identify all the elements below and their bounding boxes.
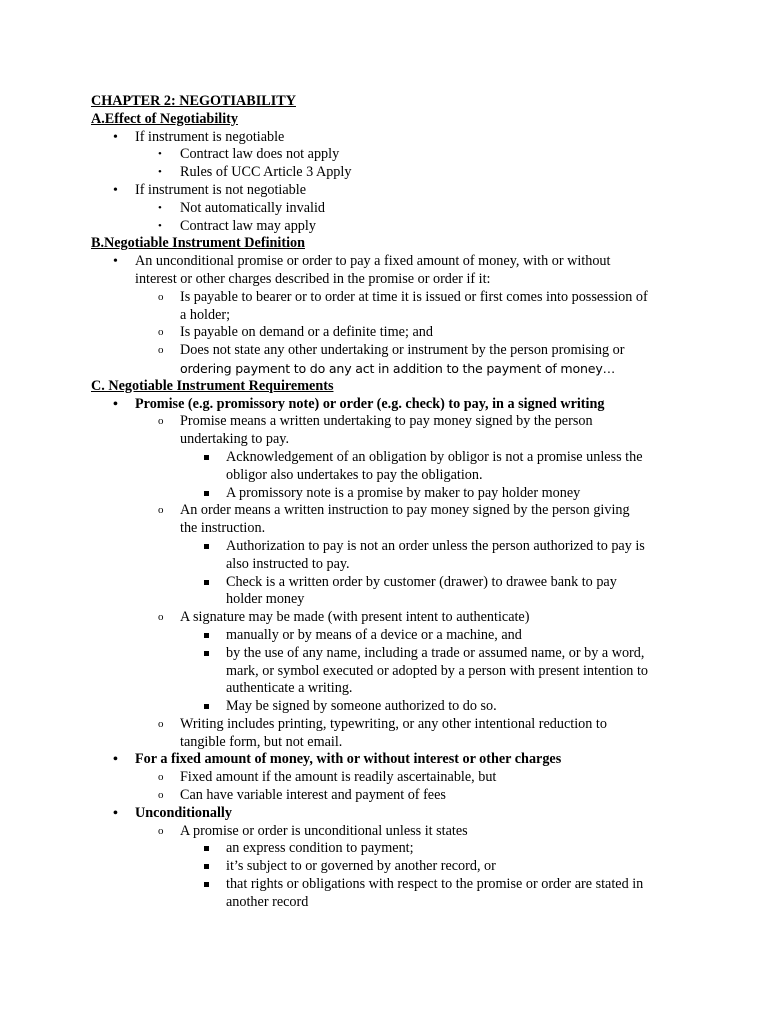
list-item: Authorization to pay is not an order unless the person authorized to pay is <box>91 538 691 556</box>
bullet-icon: • <box>158 201 162 214</box>
bullet-icon: • <box>158 219 162 232</box>
list-item: by the use of any name, including a trade or assumed name, or by a word, <box>91 645 691 663</box>
bullet-icon: • <box>113 752 118 768</box>
list-item-continuation: also instructed to pay. <box>226 555 350 572</box>
bullet-icon: • <box>158 148 162 161</box>
list-item: A promissory note is a promise by maker to pay holder money <box>91 485 691 503</box>
list-item-continuation: holder money <box>226 591 305 608</box>
list-item: o Promise means a written undertaking to pay money signed by the person <box>158 413 593 430</box>
bullet-icon: • <box>113 396 118 412</box>
square-bullet-icon <box>204 864 209 869</box>
list-item: o A promise or order is unconditional unless it states <box>158 822 468 839</box>
square-bullet-icon <box>204 633 209 638</box>
square-bullet-icon <box>204 580 209 585</box>
circle-bullet-icon: o <box>158 344 164 357</box>
list-item: Check is a written order by customer (drawer) to drawee bank to pay <box>91 574 691 592</box>
square-bullet-icon <box>204 544 209 549</box>
list-item: an express condition to payment; <box>91 840 691 858</box>
square-bullet-icon <box>204 846 209 851</box>
list-item: o Does not state any other undertaking or instrument by the person promising or <box>158 342 625 359</box>
list-item: Acknowledgement of an obligation by obligor is not a promise unless the <box>91 449 691 467</box>
list-item-continuation: undertaking to pay. <box>180 431 290 448</box>
bullet-icon: • <box>113 805 118 821</box>
list-item: • Contract law may apply <box>158 217 316 234</box>
list-item: manually or by means of a device or a machine, and <box>91 627 691 645</box>
chapter-title: CHAPTER 2: NEGOTIABILITY <box>91 93 296 109</box>
circle-bullet-icon: o <box>158 415 164 428</box>
bullet-icon: • <box>158 166 162 179</box>
circle-bullet-icon: o <box>158 290 164 303</box>
list-item: May be signed by someone authorized to do so. <box>91 698 691 716</box>
circle-bullet-icon: o <box>158 717 164 730</box>
list-item-continuation: mark, or symbol executed or adopted by a person with present intention to <box>226 662 648 679</box>
circle-bullet-icon: o <box>158 789 164 802</box>
list-item: o An order means a written instruction to pay money signed by the person giving <box>158 502 630 519</box>
list-item-continuation: another record <box>226 893 309 910</box>
square-bullet-icon <box>204 882 209 887</box>
square-bullet-icon <box>204 651 209 656</box>
list-item-continuation: a holder; <box>180 306 231 323</box>
list-item: o Fixed amount if the amount is readily ascertainable, but <box>158 769 497 786</box>
list-item: it’s subject to or governed by another record, or <box>91 858 691 876</box>
list-item: • Unconditionally <box>113 804 232 821</box>
list-item: • Rules of UCC Article 3 Apply <box>158 164 352 181</box>
list-item: • An unconditional promise or order to pay a fixed amount of money, with or without <box>113 253 611 270</box>
section-c-heading: C. Negotiable Instrument Requirements <box>91 377 334 394</box>
bullet-icon: • <box>113 254 118 270</box>
square-bullet-icon <box>204 704 209 709</box>
list-item-continuation: authenticate a writing. <box>226 680 353 697</box>
section-b-heading: B.Negotiable Instrument Definition <box>91 235 305 252</box>
list-item-continuation: obligor also undertakes to pay the obligation. <box>226 466 483 483</box>
circle-bullet-icon: o <box>158 824 164 837</box>
list-item: • Promise (e.g. promissory note) or order (e.g. check) to pay, in a signed writing <box>113 395 605 412</box>
circle-bullet-icon: o <box>158 326 164 339</box>
list-item: o A signature may be made (with present intent to authenticate) <box>158 609 530 626</box>
square-bullet-icon <box>204 455 209 460</box>
square-bullet-icon <box>204 491 209 496</box>
document-body <box>91 93 691 912</box>
list-item: o Can have variable interest and payment of fees <box>158 787 446 804</box>
circle-bullet-icon: o <box>158 771 164 784</box>
list-item: o Writing includes printing, typewriting, or any other intentional reduction to <box>158 715 607 732</box>
list-item: • If instrument is not negotiable <box>113 181 307 198</box>
list-item: o Is payable on demand or a definite time; and <box>158 324 433 341</box>
bullet-icon: • <box>113 182 118 198</box>
bullet-icon: • <box>113 129 118 145</box>
section-a-heading: A.Effect of Negotiability <box>91 110 238 127</box>
list-item-continuation: interest or other charges described in the promise or order if it: <box>135 270 491 287</box>
list-item: that rights or obligations with respect to the promise or order are stated in <box>91 876 691 894</box>
list-item: • Not automatically invalid <box>158 199 325 216</box>
circle-bullet-icon: o <box>158 504 164 517</box>
list-item-continuation: ordering payment to do any act in addition to the payment of money… <box>180 360 615 376</box>
list-item: o Is payable to bearer or to order at time it is issued or first comes into possession of <box>158 288 648 305</box>
list-item: • If instrument is negotiable <box>113 128 285 145</box>
list-item-continuation: the instruction. <box>180 520 266 537</box>
list-item: • For a fixed amount of money, with or without interest or other charges <box>113 751 562 768</box>
list-item-continuation: tangible form, but not email. <box>180 733 343 750</box>
list-item: • Contract law does not apply <box>158 146 340 163</box>
circle-bullet-icon: o <box>158 611 164 624</box>
